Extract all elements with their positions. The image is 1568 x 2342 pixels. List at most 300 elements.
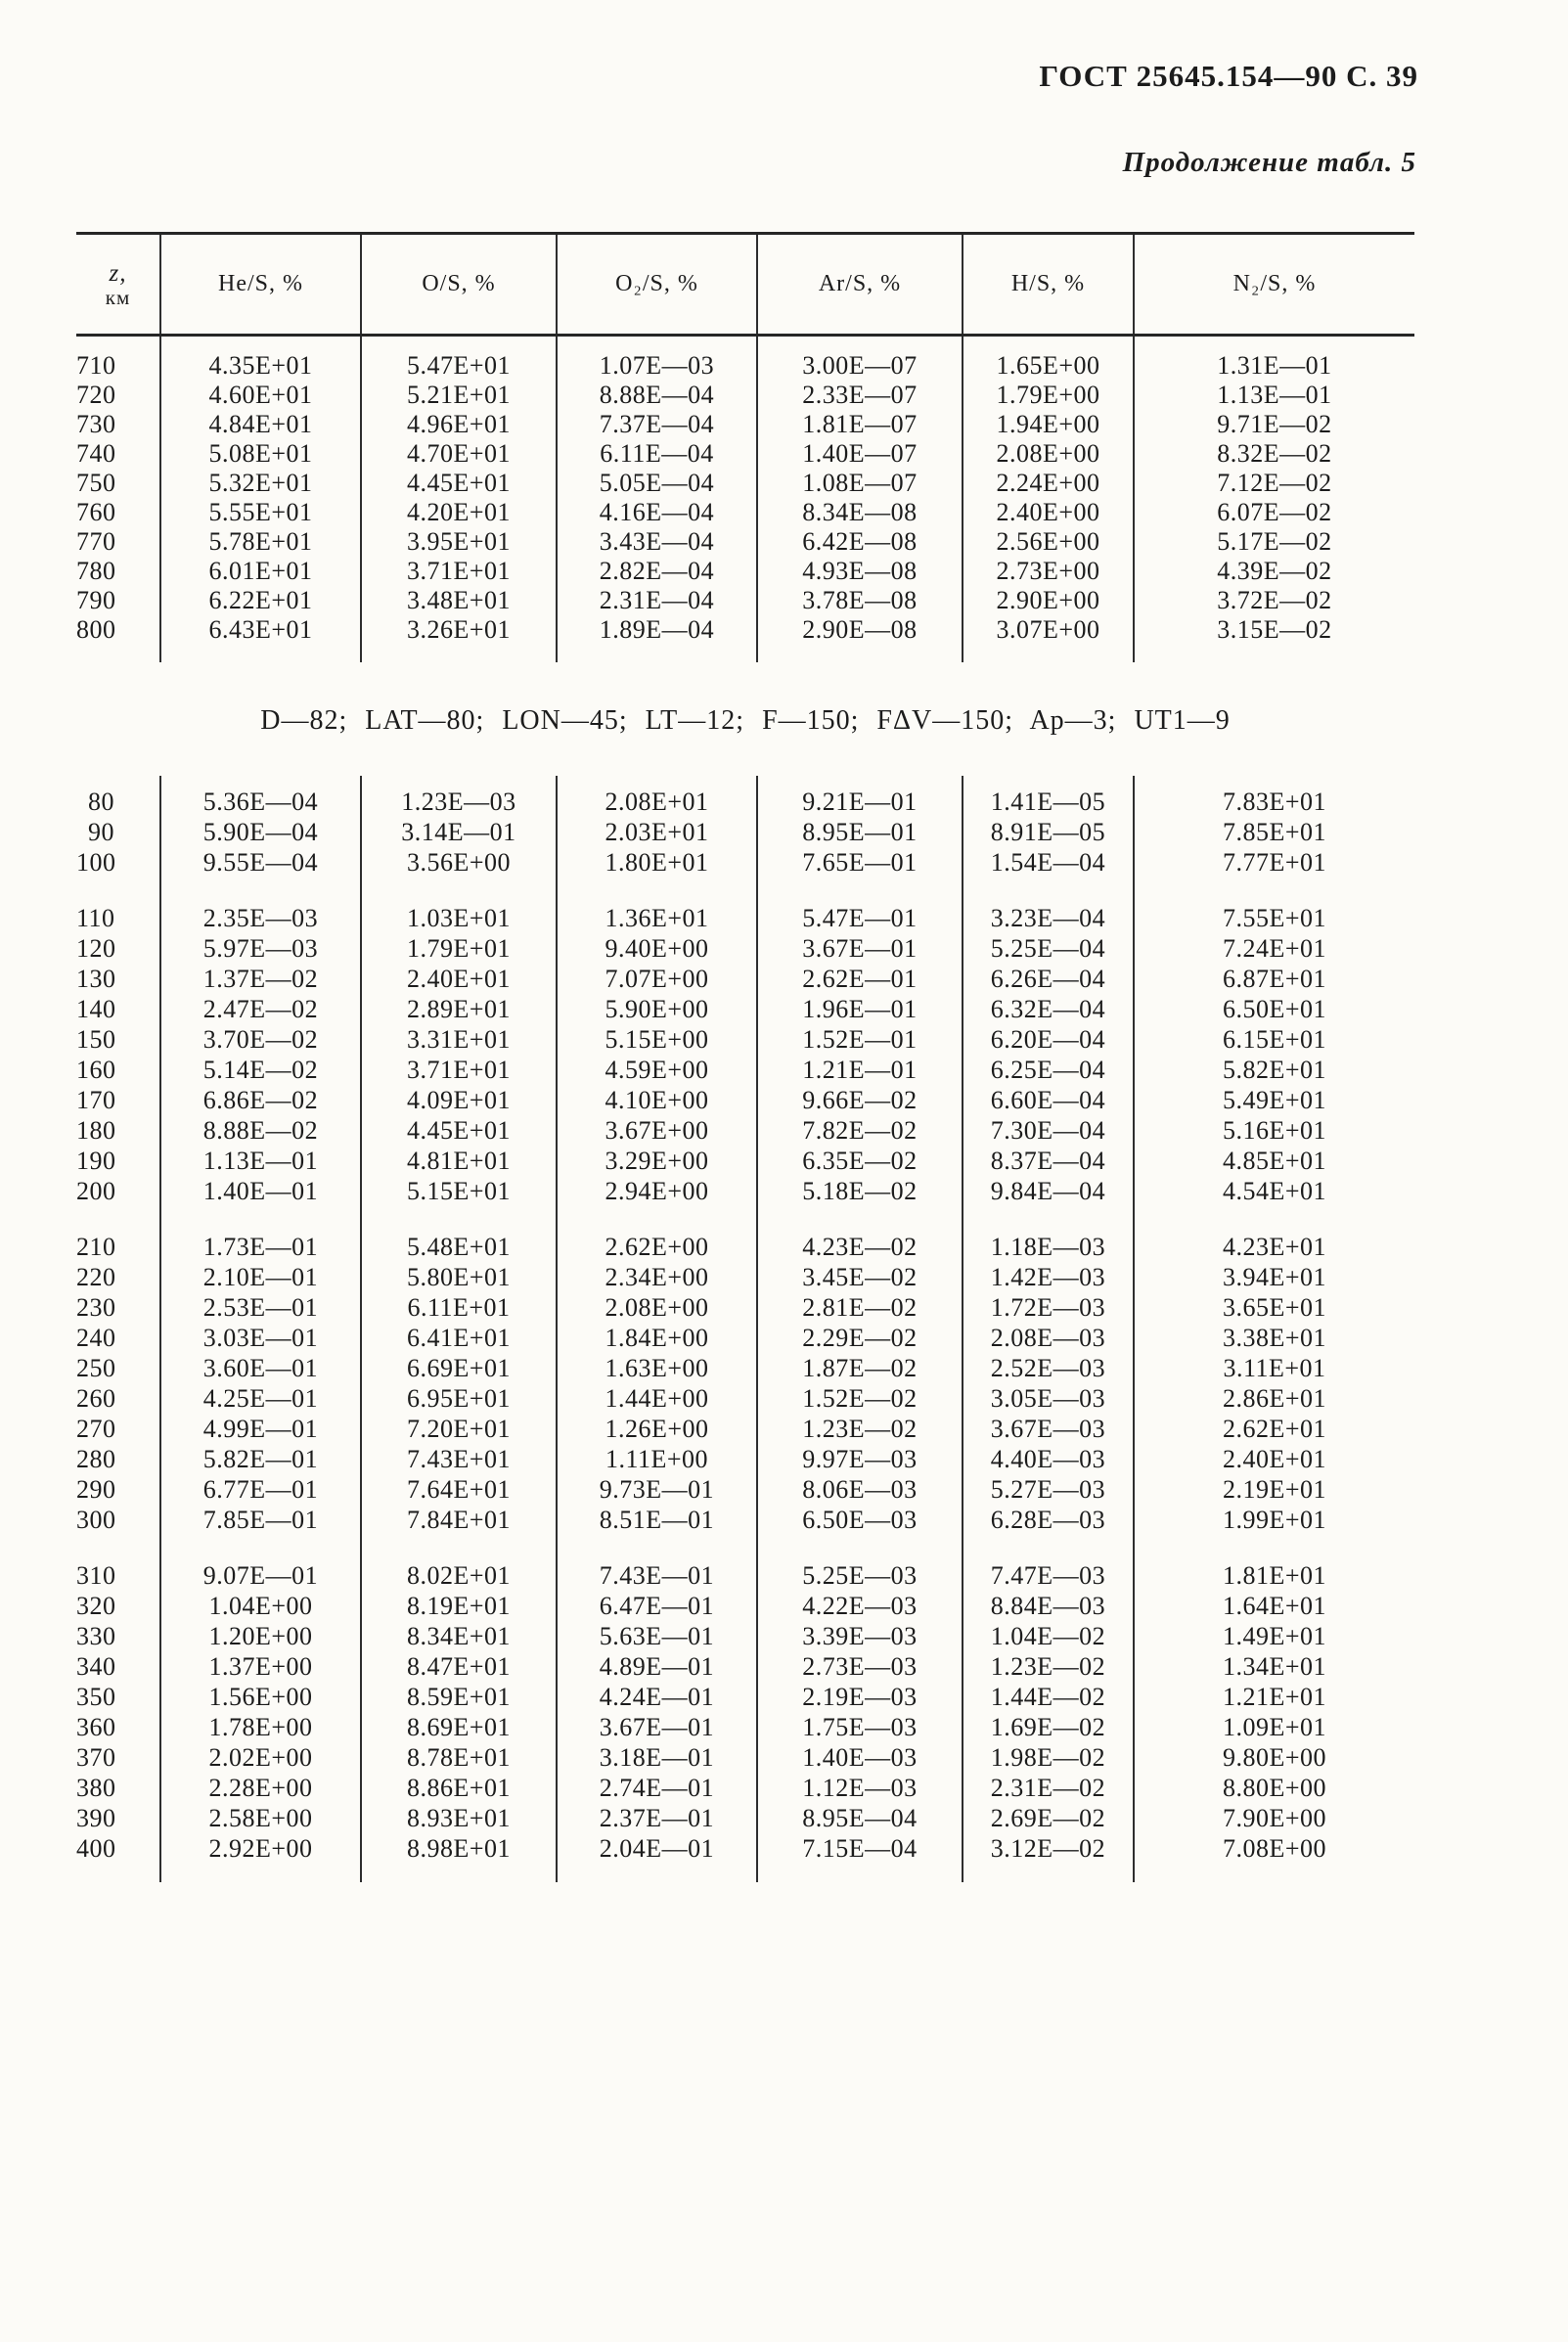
value-cell: 1.37E—02 [160,965,361,995]
value-cell: 3.29E+00 [557,1147,757,1177]
value-cell: 1.98E—02 [963,1743,1134,1774]
value-cell: 5.63E—01 [557,1622,757,1652]
table-continuation-caption: Продолжение табл. 5 [1122,147,1416,178]
value-cell: 8.84E—03 [963,1592,1134,1622]
spacer-cell [361,1865,557,1882]
value-cell: 3.67E—03 [963,1415,1134,1445]
value-cell: 1.13E—01 [160,1147,361,1177]
value-cell: 1.44E—02 [963,1683,1134,1713]
value-cell: 1.23E—03 [361,788,557,818]
altitude-cell: 770 [76,527,160,557]
value-cell: 1.87E—02 [757,1354,963,1384]
value-cell: 1.26E+00 [557,1415,757,1445]
value-cell: 4.45E+01 [361,469,557,498]
value-cell: 8.88E—02 [160,1116,361,1147]
table-row [76,1592,1414,1622]
table-row [76,1293,1414,1324]
table-row [76,1743,1414,1774]
value-cell: 7.07E+00 [557,965,757,995]
value-cell: 5.90E—04 [160,818,361,848]
spacer-cell [361,645,557,662]
col-header-ar-s: Ar/S, % [757,234,963,336]
value-cell: 3.71E+01 [361,557,557,586]
table-row [76,1834,1414,1865]
value-cell: 1.84E+00 [557,1324,757,1354]
table-row [76,1086,1414,1116]
col-header-h-s: H/S, % [963,234,1134,336]
altitude-cell: 110 [76,904,160,934]
spacer-cell [557,1207,757,1233]
altitude-cell: 760 [76,498,160,527]
spacer-cell [757,1536,963,1561]
value-cell: 2.28E+00 [160,1774,361,1804]
value-cell: 1.75E—03 [757,1713,963,1743]
table-header-row [76,234,1414,336]
value-cell: 9.73E—01 [557,1475,757,1506]
table-row [76,586,1414,615]
value-cell: 2.52E—03 [963,1354,1134,1384]
table-spacer-row [76,336,1414,351]
value-cell: 1.41E—05 [963,788,1134,818]
table-row [76,1713,1414,1743]
value-cell: 7.65E—01 [757,848,963,878]
value-cell: 3.12E—02 [963,1834,1134,1865]
altitude-cell: 250 [76,1354,160,1384]
value-cell: 1.52E—01 [757,1025,963,1056]
value-cell: 7.30E—04 [963,1116,1134,1147]
altitude-cell: 80 [76,788,160,818]
spacer-cell [160,1536,361,1561]
value-cell: 5.05E—04 [557,469,757,498]
table-row [76,1384,1414,1415]
value-cell: 1.79E+01 [361,934,557,965]
spacer-cell [361,1207,557,1233]
value-cell: 3.39E—03 [757,1622,963,1652]
table-row [76,934,1414,965]
spacer-cell [76,1207,160,1233]
value-cell: 1.54E—04 [963,848,1134,878]
value-cell: 7.64E+01 [361,1475,557,1506]
value-cell: 6.60E—04 [963,1086,1134,1116]
spacer-cell [160,776,361,788]
value-cell: 2.08E+00 [557,1293,757,1324]
value-cell: 4.70E+01 [361,439,557,469]
value-cell: 9.07E—01 [160,1561,361,1592]
altitude-cell: 150 [76,1025,160,1056]
value-cell: 4.39E—02 [1217,556,1332,585]
table-row [76,498,1414,527]
value-cell: 2.94E+00 [557,1177,757,1207]
value-cell: 1.42E—03 [963,1263,1134,1293]
spacer-cell [963,336,1134,351]
table-row [76,381,1414,410]
value-cell: 1.96E—01 [757,995,963,1025]
value-cell: 1.11E+00 [557,1445,757,1475]
value-cell: 6.07E—02 [1217,497,1332,526]
altitude-cell: 180 [76,1116,160,1147]
spacer-cell [757,776,963,788]
value-cell: 8.59E+01 [361,1683,557,1713]
value-cell: 8.88E—04 [557,381,757,410]
altitude-cell: 260 [76,1384,160,1415]
value-cell: 4.93E—08 [757,557,963,586]
table-row [76,1445,1414,1475]
value-cell: 9.97E—03 [757,1445,963,1475]
value-cell: 5.36E—04 [160,788,361,818]
value-cell: 1.44E+00 [557,1384,757,1415]
col-header-o-s: O/S, % [361,234,557,336]
spacer-cell [361,776,557,788]
value-cell: 1.81E—07 [757,410,963,439]
value-cell: 3.38E+01 [1222,1324,1327,1352]
spacer-cell [76,336,160,351]
table-body-upper [76,336,1414,662]
value-cell: 4.54E+01 [1222,1177,1327,1205]
value-cell: 6.50E+01 [1222,995,1327,1023]
page-header: ГОСТ 25645.154—90 С. 39 [1039,59,1418,93]
altitude-cell: 370 [76,1743,160,1774]
value-cell: 2.08E+00 [963,439,1134,469]
value-cell: 3.70E—02 [160,1025,361,1056]
value-cell: 8.47E+01 [361,1652,557,1683]
spacer-cell [160,878,361,904]
altitude-cell: 710 [76,351,160,381]
value-cell: 3.71E+01 [361,1056,557,1086]
value-cell: 6.86E—02 [160,1086,361,1116]
value-cell: 2.02E+00 [160,1743,361,1774]
value-cell: 7.15E—04 [757,1834,963,1865]
value-cell: 1.34E+01 [1222,1652,1327,1681]
altitude-cell: 100 [76,848,160,878]
value-cell: 6.42E—08 [757,527,963,557]
table-spacer-row [76,1865,1414,1882]
value-cell: 1.04E—02 [963,1622,1134,1652]
value-cell: 1.89E—04 [557,615,757,645]
model-parameters-heading: D—82; LAT—80; LON—45; LT—12; F—150; FΔV—150; Ap—3; UT1—9 [260,704,1231,736]
value-cell: 2.10E—01 [160,1263,361,1293]
altitude-cell: 280 [76,1445,160,1475]
altitude-cell: 340 [76,1652,160,1683]
value-cell: 4.24E—01 [557,1683,757,1713]
value-cell: 7.08E+00 [1222,1834,1327,1863]
value-cell: 1.72E—03 [963,1293,1134,1324]
value-cell: 3.67E—01 [557,1713,757,1743]
spacer-cell [160,336,361,351]
altitude-cell: 800 [76,615,160,645]
value-cell: 1.80E+01 [557,848,757,878]
col-header-o2-s: O₂/S, % [557,234,757,336]
value-cell: 8.93E+01 [361,1804,557,1834]
value-cell: 8.34E—08 [757,498,963,527]
spacer-cell [963,645,1134,662]
value-cell: 2.34E+00 [557,1263,757,1293]
altitude-unit: км [105,285,131,309]
spacer-cell [1134,1207,1414,1233]
value-cell: 1.21E—01 [757,1056,963,1086]
value-cell: 6.01E+01 [160,557,361,586]
altitude-cell: 190 [76,1147,160,1177]
value-cell: 2.40E+00 [963,498,1134,527]
value-cell: 9.84E—04 [963,1177,1134,1207]
value-cell: 3.14E—01 [361,818,557,848]
altitude-cell: 740 [76,439,160,469]
value-cell: 8.80E+00 [1222,1774,1327,1802]
spacer-cell [76,1536,160,1561]
value-cell: 2.47E—02 [160,995,361,1025]
value-cell: 8.95E—04 [757,1804,963,1834]
value-cell: 2.40E+01 [1222,1445,1327,1473]
value-cell: 1.65E+00 [963,351,1134,381]
table-row [76,1116,1414,1147]
col-header-he-s: He/S, % [160,234,361,336]
value-cell: 2.62E—01 [757,965,963,995]
value-cell: 2.04E—01 [557,1834,757,1865]
value-cell: 6.15E+01 [1222,1025,1327,1054]
table-body-lower [76,776,1414,1882]
value-cell: 2.62E+00 [557,1233,757,1263]
value-cell: 6.87E+01 [1222,965,1327,993]
value-cell: 2.08E—03 [963,1324,1134,1354]
value-cell: 7.43E+01 [361,1445,557,1475]
altitude-cell: 240 [76,1324,160,1354]
value-cell: 5.32E+01 [160,469,361,498]
table-row [76,1263,1414,1293]
value-cell: 7.55E+01 [1222,904,1327,932]
altitude-cell: 220 [76,1263,160,1293]
spacer-cell [1134,336,1414,351]
altitude-cell: 130 [76,965,160,995]
value-cell: 3.45E—02 [757,1263,963,1293]
value-cell: 2.62E+01 [1222,1415,1327,1443]
value-cell: 1.40E—01 [160,1177,361,1207]
value-cell: 2.53E—01 [160,1293,361,1324]
value-cell: 7.82E—02 [757,1116,963,1147]
value-cell: 5.08E+01 [160,439,361,469]
value-cell: 7.83E+01 [1222,788,1327,816]
value-cell: 4.25E—01 [160,1384,361,1415]
spacer-cell [963,1536,1134,1561]
value-cell: 6.22E+01 [160,586,361,615]
value-cell: 2.74E—01 [557,1774,757,1804]
col-header-altitude [76,234,160,336]
altitude-cell: 720 [76,381,160,410]
value-cell: 1.36E+01 [557,904,757,934]
table-row [76,1652,1414,1683]
altitude-cell: 230 [76,1293,160,1324]
value-cell: 2.81E—02 [757,1293,963,1324]
value-cell: 4.99E—01 [160,1415,361,1445]
table-header [76,234,1414,336]
table-row [76,351,1414,381]
table-row [76,1025,1414,1056]
table-spacer-row [76,776,1414,788]
value-cell: 1.12E—03 [757,1774,963,1804]
altitude-cell: 750 [76,469,160,498]
value-cell: 8.95E—01 [757,818,963,848]
spacer-cell [557,1536,757,1561]
value-cell: 1.23E—02 [757,1415,963,1445]
table-row [76,1147,1414,1177]
value-cell: 1.64E+01 [1222,1592,1327,1620]
spacer-cell [76,1865,160,1882]
value-cell: 1.31E—01 [1217,350,1332,380]
value-cell: 2.90E—08 [757,615,963,645]
table-row [76,848,1414,878]
table-row [76,1415,1414,1445]
value-cell: 2.29E—02 [757,1324,963,1354]
altitude-cell: 390 [76,1804,160,1834]
table-row [76,818,1414,848]
value-cell: 3.48E+01 [361,586,557,615]
value-cell: 7.24E+01 [1222,934,1327,963]
value-cell: 2.03E+01 [557,818,757,848]
value-cell: 5.17E—02 [1217,526,1332,556]
value-cell: 2.37E—01 [557,1804,757,1834]
value-cell: 2.92E+00 [160,1834,361,1865]
altitude-cell: 270 [76,1415,160,1445]
value-cell: 2.24E+00 [963,469,1134,498]
value-cell: 1.81E+01 [1222,1561,1327,1590]
value-cell: 4.85E+01 [1222,1147,1327,1175]
value-cell: 8.98E+01 [361,1834,557,1865]
table-row [76,410,1414,439]
value-cell: 2.35E—03 [160,904,361,934]
altitude-cell: 160 [76,1056,160,1086]
value-cell: 6.43E+01 [160,615,361,645]
table-row [76,1354,1414,1384]
value-cell: 3.43E—04 [557,527,757,557]
value-cell: 1.07E—03 [557,351,757,381]
value-cell: 4.59E+00 [557,1056,757,1086]
table-row [76,1804,1414,1834]
table-spacer-row [76,1207,1414,1233]
value-cell: 4.23E—02 [757,1233,963,1263]
value-cell: 6.25E—04 [963,1056,1134,1086]
table-row [76,1233,1414,1263]
value-cell: 9.21E—01 [757,788,963,818]
value-cell: 1.63E+00 [557,1354,757,1384]
table-row [76,965,1414,995]
value-cell: 5.82E+01 [1222,1056,1327,1084]
value-cell: 5.49E+01 [1222,1086,1327,1114]
altitude-cell: 310 [76,1561,160,1592]
value-cell: 1.18E—03 [963,1233,1134,1263]
value-cell: 1.69E—02 [963,1713,1134,1743]
spacer-cell [76,878,160,904]
value-cell: 1.03E+01 [361,904,557,934]
value-cell: 6.11E—04 [557,439,757,469]
value-cell: 1.49E+01 [1222,1622,1327,1650]
altitude-cell: 330 [76,1622,160,1652]
value-cell: 7.37E—04 [557,410,757,439]
value-cell: 4.96E+01 [361,410,557,439]
spacer-cell [757,1207,963,1233]
value-cell: 2.33E—07 [757,381,963,410]
value-cell: 5.15E+00 [557,1025,757,1056]
value-cell: 5.27E—03 [963,1475,1134,1506]
value-cell: 1.78E+00 [160,1713,361,1743]
value-cell: 5.80E+01 [361,1263,557,1293]
value-cell: 4.09E+01 [361,1086,557,1116]
value-cell: 5.18E—02 [757,1177,963,1207]
value-cell: 3.00E—07 [757,351,963,381]
table-row [76,469,1414,498]
value-cell: 7.90E+00 [1222,1804,1327,1832]
value-cell: 5.90E+00 [557,995,757,1025]
table-row [76,1177,1414,1207]
value-cell: 1.79E+00 [963,381,1134,410]
value-cell: 1.40E—03 [757,1743,963,1774]
altitude-cell: 140 [76,995,160,1025]
value-cell: 8.51E—01 [557,1506,757,1536]
col-header-n2-s: N₂/S, % [1134,234,1414,336]
table-block-upper [76,232,1414,662]
spacer-cell [361,1536,557,1561]
value-cell: 5.14E—02 [160,1056,361,1086]
value-cell: 6.50E—03 [757,1506,963,1536]
value-cell: 6.28E—03 [963,1506,1134,1536]
value-cell: 4.20E+01 [361,498,557,527]
spacer-cell [557,645,757,662]
altitude-cell: 300 [76,1506,160,1536]
spacer-cell [757,878,963,904]
value-cell: 6.35E—02 [757,1147,963,1177]
value-cell: 2.86E+01 [1222,1384,1327,1413]
value-cell: 8.34E+01 [361,1622,557,1652]
table-row [76,904,1414,934]
spacer-cell [1134,776,1414,788]
spacer-cell [160,1207,361,1233]
value-cell: 3.31E+01 [361,1025,557,1056]
spacer-cell [557,878,757,904]
value-cell: 2.08E+01 [557,788,757,818]
table-area [76,232,1414,1882]
value-cell: 3.15E—02 [1217,614,1332,644]
value-cell: 2.31E—02 [963,1774,1134,1804]
value-cell: 2.90E+00 [963,586,1134,615]
altitude-cell: 790 [76,586,160,615]
value-cell: 8.37E—04 [963,1147,1134,1177]
spacer-cell [1134,645,1414,662]
spacer-cell [757,645,963,662]
value-cell: 8.06E—03 [757,1475,963,1506]
value-cell: 7.84E+01 [361,1506,557,1536]
value-cell: 7.47E—03 [963,1561,1134,1592]
value-cell: 7.77E+01 [1222,848,1327,877]
altitude-cell: 90 [76,818,160,848]
spacer-cell [557,336,757,351]
altitude-cell: 320 [76,1592,160,1622]
value-cell: 3.23E—04 [963,904,1134,934]
value-cell: 8.69E+01 [361,1713,557,1743]
value-cell: 3.67E+00 [557,1116,757,1147]
value-cell: 2.82E—04 [557,557,757,586]
spacer-cell [160,645,361,662]
value-cell: 6.69E+01 [361,1354,557,1384]
value-cell: 9.40E+00 [557,934,757,965]
spacer-cell [361,878,557,904]
value-cell: 1.09E+01 [1222,1713,1327,1741]
value-cell: 2.19E+01 [1222,1475,1327,1504]
value-cell: 9.80E+00 [1222,1743,1327,1772]
spacer-cell [757,336,963,351]
spacer-cell [557,1865,757,1882]
value-cell: 6.26E—04 [963,965,1134,995]
value-cell: 6.47E—01 [557,1592,757,1622]
value-cell: 3.95E+01 [361,527,557,557]
value-cell: 5.16E+01 [1222,1116,1327,1145]
spacer-cell [76,776,160,788]
